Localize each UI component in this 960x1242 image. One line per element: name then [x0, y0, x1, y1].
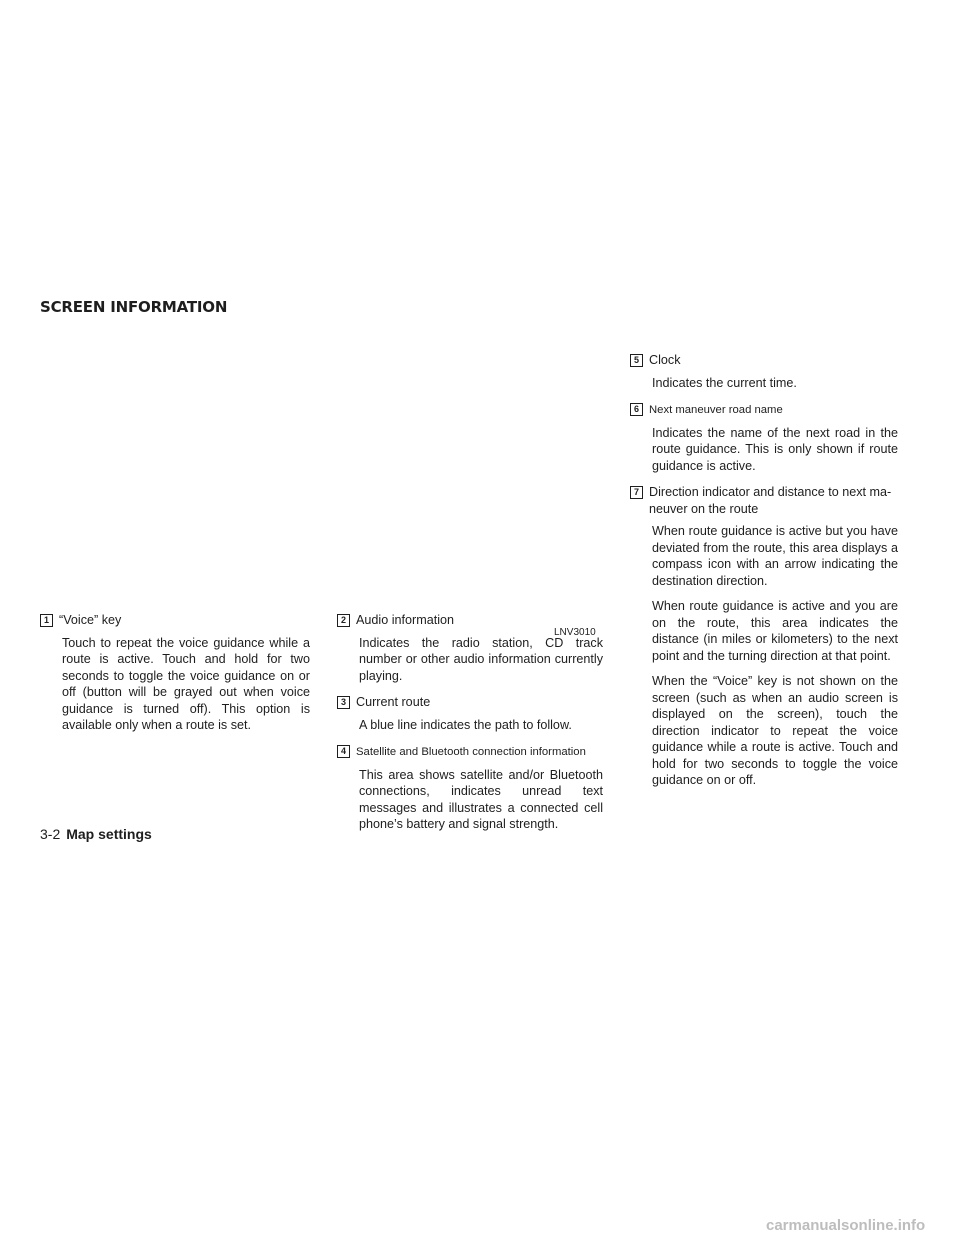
item-number-badge: 7	[630, 486, 643, 499]
item-description: Indicates the current time.	[652, 375, 797, 390]
item-label: “Voice” key	[59, 613, 122, 627]
item-label-continued: neuver on the route	[649, 501, 759, 516]
item-number-badge: 2	[337, 614, 350, 627]
item-number-badge: 4	[337, 745, 350, 758]
item-label: Audio information	[356, 613, 455, 627]
list-item	[337, 743, 603, 833]
page-number: 3-2	[40, 826, 61, 842]
item-label: Current route	[356, 695, 431, 709]
list-item	[630, 484, 898, 789]
column-1	[40, 612, 310, 744]
column-2	[337, 612, 603, 843]
item-description: Touch to repeat the voice guidance while a route is active. Touch and hold for two seconds to toggle the voice guidance on or off (button will be grayed out when voice guidance is turned off). This option is available only when a route is set.	[62, 635, 310, 732]
item-number-badge: 1	[40, 614, 53, 627]
item-description: This area shows satellite and/or Bluetooth connections, indicates unread text messages and illustrates a connected cell phone’s battery and signal strength.	[359, 767, 603, 831]
item-description: When the “Voice” key is not shown on the screen (such as when an audio screen is displayed on the screen), touch the direction indicator to repeat the voice guidance while a route is active. Touch and hold for two seconds to toggle the voice guidance on or off.	[652, 674, 898, 787]
column-3	[630, 352, 898, 799]
item-label: Next maneuver road name	[649, 404, 783, 416]
item-description: A blue line indicates the path to follow.	[359, 717, 572, 732]
page-footer	[40, 826, 152, 842]
item-description: When route guidance is active and you are on the route, this area indicates the distance (in miles or kilometers) to the next point and the turning direction at that point.	[652, 599, 898, 663]
section-title: SCREEN INFORMATION	[40, 298, 228, 316]
list-item	[40, 612, 310, 734]
item-number-badge: 5	[630, 354, 643, 367]
figure-label: LNV3010	[554, 627, 596, 638]
item-label: Clock	[649, 353, 681, 367]
watermark: carmanualsonline.info	[766, 1217, 926, 1234]
item-label: Satellite and Bluetooth connection information	[356, 746, 586, 758]
chapter-title: Map settings	[66, 826, 152, 842]
list-item	[630, 401, 898, 474]
item-number-badge: 3	[337, 696, 350, 709]
item-description: When route guidance is active but you have deviated from the route, this area displays a compass icon with an arrow indicating the destination direction.	[652, 524, 898, 588]
item-description: Indicates the name of the next road in the route guidance. This is only shown if route guidance is active.	[652, 425, 898, 473]
item-label: Direction indicator and distance to next ma-	[649, 485, 892, 499]
list-item	[337, 694, 603, 733]
list-item	[337, 612, 603, 684]
item-description: Indicates the radio station, CD track number or other audio information currently playing.	[359, 635, 603, 683]
list-item	[630, 352, 898, 391]
item-number-badge: 6	[630, 403, 643, 416]
